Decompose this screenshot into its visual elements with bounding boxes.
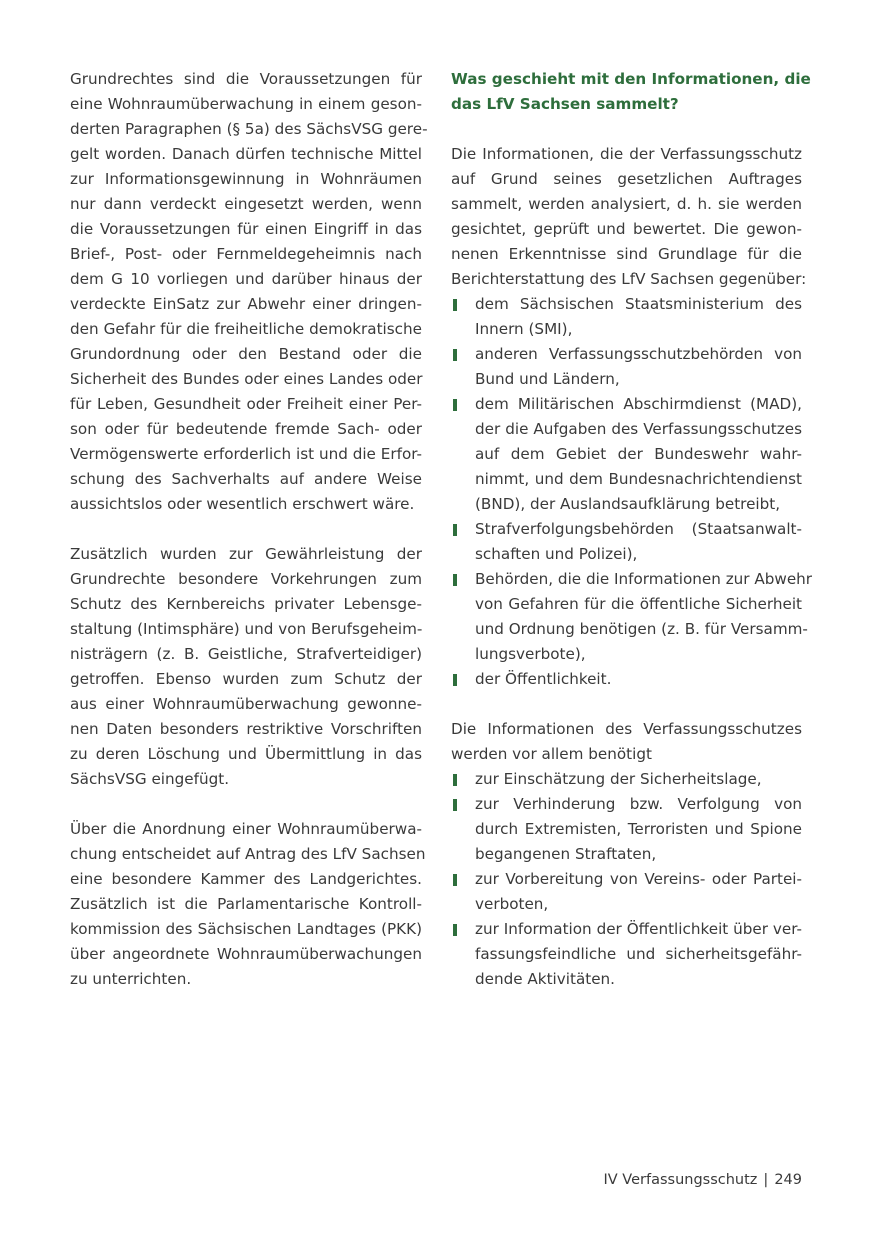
text-line: eine Wohnraumüberwachung in einem geson- <box>70 95 422 113</box>
text-line: werden vor allem benötigt <box>451 745 652 763</box>
text-line: zu unterrichten. <box>70 970 192 988</box>
text-line: von Gefahren für die öffentliche Sicherheit <box>475 595 802 613</box>
list-item <box>451 567 813 667</box>
bullet-bar-icon <box>453 349 457 361</box>
text-line: (BND), der Auslandsaufklärung betreibt, <box>475 495 781 513</box>
text-line: Schutz des Kernbereichs privater Lebensge- <box>70 595 422 613</box>
list-item <box>451 792 802 867</box>
list-item <box>451 667 802 692</box>
text-line: Sicherheit des Bundes oder eines Landes oder <box>70 370 423 388</box>
text-line: son oder für bedeutende fremde Sach- oder <box>70 420 422 438</box>
text-line: auf Grund seines gesetzlichen Auftrages <box>451 170 802 188</box>
text-line: auf dem Gebiet der Bundeswehr wahr- <box>475 445 802 463</box>
text-line: aus einer Wohnraumüberwachung gewonne- <box>70 695 422 713</box>
list-item <box>451 392 802 517</box>
paragraph-gap <box>451 692 802 717</box>
text-line: SächsVSG eingefügt. <box>70 770 230 788</box>
text-line: der die Aufgaben des Verfassungsschutzes <box>475 420 802 438</box>
text-line: dem Sächsischen Staatsministerium des <box>475 295 802 313</box>
text-line: fassungsfeindliche und sicherheitsgefähr- <box>475 945 802 963</box>
purpose-intro <box>451 717 802 767</box>
list-item <box>451 917 802 992</box>
text-line: verboten, <box>475 895 549 913</box>
intro-paragraph <box>451 142 807 292</box>
bullet-bar-icon <box>453 399 457 411</box>
text-line: nenen Erkenntnisse sind Grundlage für die <box>451 245 802 263</box>
text-line: den Gefahr für die freiheitliche demokratische <box>70 320 422 338</box>
paragraph-gap <box>70 792 422 817</box>
page-number: 249 <box>774 1172 802 1188</box>
text-line: gelt worden. Danach dürfen technische Mittel <box>70 145 422 163</box>
text-line: schung des Sachverhalts auf andere Weise <box>70 470 422 488</box>
text-line: gesichtet, geprüft und bewertet. Die gewon- <box>451 220 802 238</box>
text-line: Brief-, Post- oder Fernmeldegeheimnis nach <box>70 245 422 263</box>
list-item <box>451 292 802 342</box>
text-line: derten Paragraphen (§ 5a) des SächsVSG gere- <box>70 120 428 138</box>
text-line: Strafverfolgungsbehörden (Staatsanwalt- <box>475 520 802 538</box>
text-line: Grundrechtes sind die Voraussetzungen für <box>70 70 422 88</box>
text-line: staltung (Intimsphäre) und von Berufsgeheim- <box>70 620 423 638</box>
heading-line: das LfV Sachsen sammelt? <box>451 95 679 113</box>
text-line: Zusätzlich wurden zur Gewährleistung der <box>70 545 422 563</box>
text-line: die Voraussetzungen für einen Eingriff in das <box>70 220 422 238</box>
text-line: über angeordnete Wohnraumüberwachungen <box>70 945 422 963</box>
text-line: Über die Anordnung einer Wohnraumüberwa- <box>70 820 422 838</box>
bullet-bar-icon <box>453 574 457 586</box>
text-line: Die Informationen, die der Verfassungsschutz <box>451 145 802 163</box>
text-line: verdeckte EinSatz zur Abwehr einer dringen- <box>70 295 422 313</box>
text-line: zur Vorbereitung von Vereins- oder Partei- <box>475 870 802 888</box>
text-line: dem G 10 vorliegen und darüber hinaus der <box>70 270 422 288</box>
text-line: durch Extremisten, Terroristen und Spione <box>475 820 802 838</box>
text-line: Vermögenswerte erforderlich ist und die Erfor- <box>70 445 422 463</box>
text-line: dem Militärischen Abschirmdienst (MAD), <box>475 395 802 413</box>
text-line: nisträgern (z. B. Geistliche, Strafverteidiger) <box>70 645 422 663</box>
list-item <box>451 517 802 567</box>
body-paragraph <box>70 542 422 792</box>
text-line: zur Einschätzung der Sicherheitslage, <box>475 770 762 788</box>
list-item <box>451 342 802 392</box>
text-line: zu deren Löschung und Übermittlung in das <box>70 745 422 763</box>
bullet-bar-icon <box>453 874 457 886</box>
text-line: Grundrechte besondere Vorkehrungen zum <box>70 570 422 588</box>
text-line: Innern (SMI), <box>475 320 573 338</box>
bullet-bar-icon <box>453 774 457 786</box>
text-line: zur Verhinderung bzw. Verfolgung von <box>475 795 802 813</box>
body-paragraph <box>70 817 426 992</box>
purpose-list <box>451 767 802 992</box>
text-line: schaften und Polizei), <box>475 545 638 563</box>
text-line: anderen Verfassungsschutzbehörden von <box>475 345 802 363</box>
text-line: zur Information der Öffentlichkeit über ver- <box>475 920 802 938</box>
text-line: Grundordnung oder den Bestand oder die <box>70 345 422 363</box>
text-line: nur dann verdeckt eingesetzt werden, wenn <box>70 195 422 213</box>
text-line: chung entscheidet auf Antrag des LfV Sachsen <box>70 845 426 863</box>
text-line: der Öffentlichkeit. <box>475 670 612 688</box>
bullet-bar-icon <box>453 674 457 686</box>
bullet-bar-icon <box>453 299 457 311</box>
right-column <box>451 67 813 992</box>
recipients-list <box>451 292 813 692</box>
left-column <box>70 67 428 992</box>
bullet-bar-icon <box>453 524 457 536</box>
page-footer <box>604 1168 803 1193</box>
text-line: sammelt, werden analysiert, d. h. sie werden <box>451 195 802 213</box>
text-line: begangenen Straftaten, <box>475 845 657 863</box>
footer-separator: | <box>763 1172 769 1188</box>
text-line: für Leben, Gesundheit oder Freiheit einer Per- <box>70 395 422 413</box>
heading-line: Was geschieht mit den Informationen, die <box>451 70 811 88</box>
paragraph-gap <box>70 517 422 542</box>
paragraph-gap <box>451 117 802 142</box>
bullet-bar-icon <box>453 799 457 811</box>
text-line: Behörden, die die Informationen zur Abwehr <box>475 570 813 588</box>
list-item <box>451 767 802 792</box>
text-line: nen Daten besonders restriktive Vorschriften <box>70 720 422 738</box>
text-line: Zusätzlich ist die Parlamentarische Kontroll- <box>70 895 422 913</box>
text-line: Die Informationen des Verfassungsschutzes <box>451 720 802 738</box>
text-line: Berichterstattung des LfV Sachsen gegenüber: <box>451 270 807 288</box>
text-line: eine besondere Kammer des Landgerichtes. <box>70 870 422 888</box>
footer-section-title: IV Verfassungsschutz <box>603 1172 758 1188</box>
text-line: und Ordnung benötigen (z. B. für Versamm- <box>475 620 808 638</box>
text-line: dende Aktivitäten. <box>475 970 616 988</box>
section-heading <box>451 67 811 117</box>
text-line: aussichtslos oder wesentlich erschwert wäre. <box>70 495 415 513</box>
text-line: nimmt, und dem Bundesnachrichtendienst <box>475 470 802 488</box>
text-line: kommission des Sächsischen Landtages (PKK) <box>70 920 422 938</box>
list-item <box>451 867 802 917</box>
body-paragraph <box>70 67 428 517</box>
text-line: getroffen. Ebenso wurden zum Schutz der <box>70 670 422 688</box>
text-line: zur Informationsgewinnung in Wohnräumen <box>70 170 422 188</box>
text-line: Bund und Ländern, <box>475 370 620 388</box>
bullet-bar-icon <box>453 924 457 936</box>
text-line: lungsverbote), <box>475 645 586 663</box>
